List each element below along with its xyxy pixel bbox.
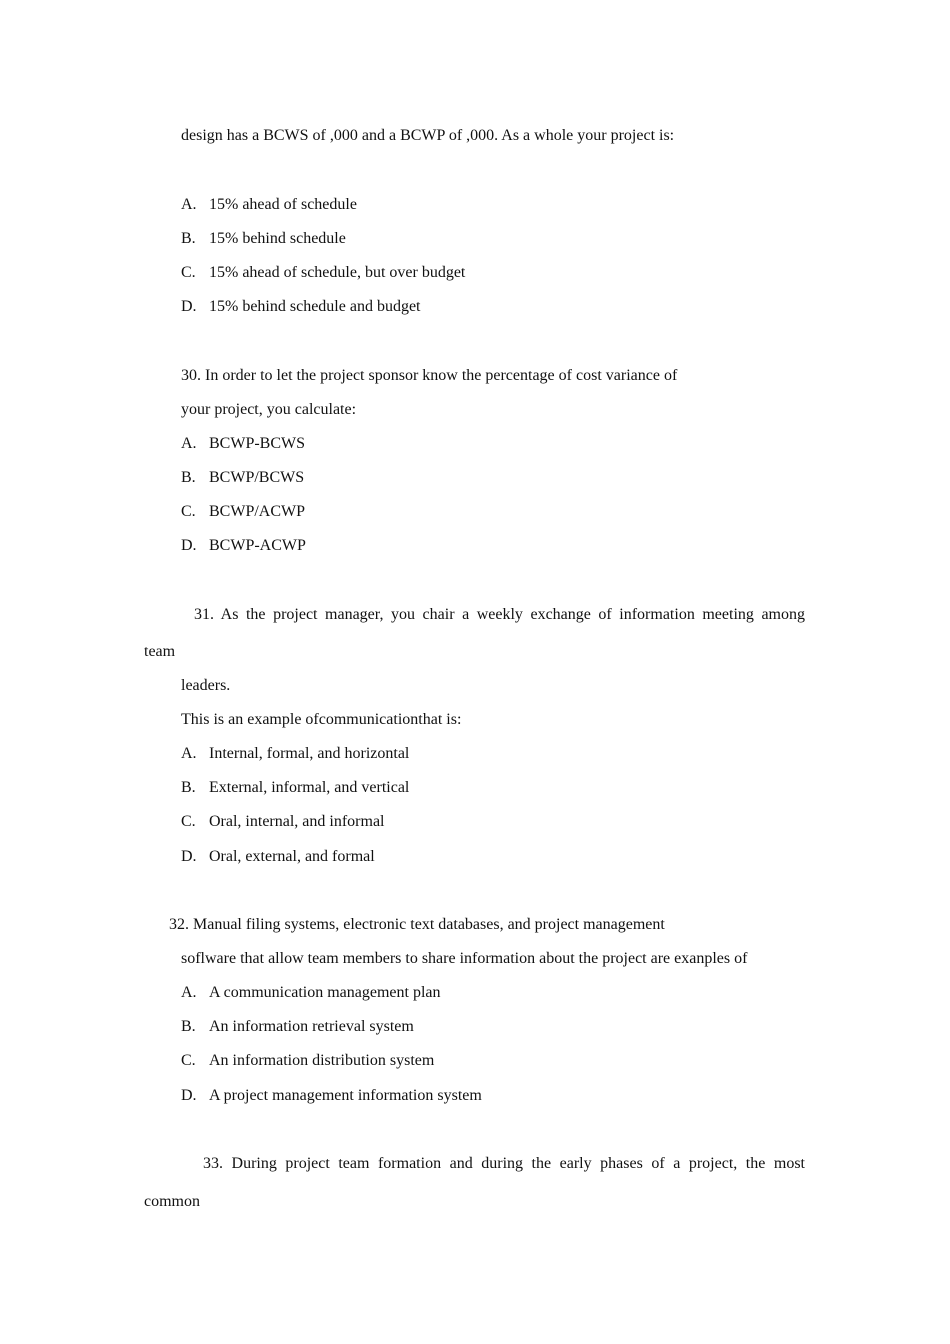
q29-option-c — [181, 263, 465, 283]
option-text: Oral, internal, and informal — [209, 813, 385, 830]
q29-stem-end: design has a BCWS of ,000 and a BCWP of ,000. As a whole your project is: — [181, 127, 675, 144]
option-text: Internal, formal, and horizontal — [209, 745, 410, 762]
q29-option-d — [181, 297, 421, 317]
q32-option-a — [181, 983, 441, 1003]
option-text: 15% ahead of schedule, but over budget — [209, 264, 466, 281]
q31-stem-line2: team — [144, 643, 176, 660]
option-text: Oral, external, and formal — [209, 848, 375, 865]
option-letter: B. — [181, 779, 196, 796]
q33-stem-line2: common — [144, 1193, 200, 1210]
option-text: BCWP-BCWS — [209, 435, 306, 452]
q30-option-c — [181, 502, 305, 522]
q32-stem-line2: soflware that allow team members to share information about the project are exanples of — [181, 950, 748, 967]
option-letter: A. — [181, 745, 197, 762]
option-text: BCWP/ACWP — [209, 503, 306, 520]
q31-option-c — [181, 812, 385, 832]
q31-option-d — [181, 847, 375, 867]
q30-option-a — [181, 434, 305, 454]
option-letter: D. — [181, 848, 197, 865]
option-text: A communication management plan — [209, 984, 441, 1001]
option-letter: C. — [181, 264, 196, 281]
q29-option-b — [181, 229, 346, 249]
option-letter: A. — [181, 196, 197, 213]
q32-stem-line1: 32. Manual filing systems, electronic text databases, and project management — [169, 916, 665, 933]
q31-option-a — [181, 744, 409, 764]
option-text: BCWP-ACWP — [209, 537, 306, 554]
option-letter: B. — [181, 230, 196, 247]
q32-option-c — [181, 1051, 434, 1071]
option-letter: D. — [181, 537, 197, 554]
option-text: 15% ahead of schedule — [209, 196, 357, 213]
option-text: An information distribution system — [209, 1052, 435, 1069]
option-text: A project management information system — [209, 1087, 482, 1104]
option-text: BCWP/BCWS — [209, 469, 305, 486]
option-text: An information retrieval system — [209, 1018, 414, 1035]
q31-stem-line1: 31. As the project manager, you chair a weekly exchange of information meeting among — [194, 606, 805, 623]
q30-option-b — [181, 468, 304, 488]
option-letter: A. — [181, 984, 197, 1001]
q31-stem-line4: This is an example ofcommunicationthat is: — [181, 711, 462, 728]
option-letter: A. — [181, 435, 197, 452]
q29-option-a — [181, 195, 357, 215]
q33-stem-line1: 33. During project team formation and during the early phases of a project, the most — [203, 1155, 805, 1172]
q31-option-b — [181, 778, 409, 798]
q32-option-d — [181, 1086, 482, 1106]
option-text: 15% behind schedule and budget — [209, 298, 421, 315]
option-letter: B. — [181, 1018, 196, 1035]
q30-stem-line1: 30. In order to let the project sponsor know the percentage of cost variance of — [181, 367, 678, 384]
q30-option-d — [181, 536, 306, 556]
q30-stem-line2: your project, you calculate: — [181, 401, 357, 418]
option-text: External, informal, and vertical — [209, 779, 410, 796]
q32-option-b — [181, 1017, 414, 1037]
option-letter: D. — [181, 298, 197, 315]
q31-stem-line3: leaders. — [181, 677, 231, 694]
option-letter: D. — [181, 1087, 197, 1104]
option-letter: C. — [181, 1052, 196, 1069]
option-letter: C. — [181, 503, 196, 520]
option-text: 15% behind schedule — [209, 230, 346, 247]
option-letter: C. — [181, 813, 196, 830]
option-letter: B. — [181, 469, 196, 486]
